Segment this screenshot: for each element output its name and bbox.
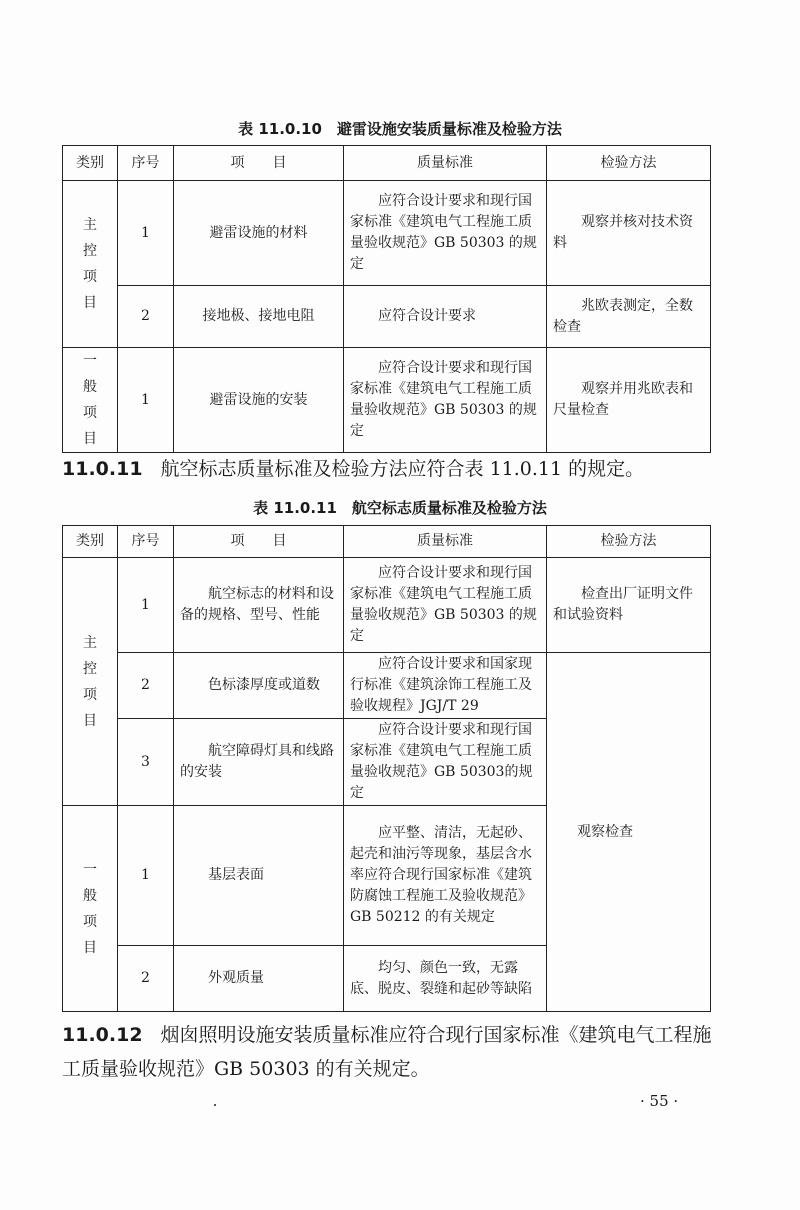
row-no: 2 — [118, 653, 174, 719]
table-row — [63, 558, 711, 653]
table-row — [63, 181, 711, 286]
clause-text: 航空标志质量标准及检验方法应符合表 11.0.11 的规定。 — [160, 458, 645, 480]
row-item: 接地极、接地电阻 — [174, 286, 344, 348]
header-no: 序号 — [118, 526, 174, 558]
group-label: 一般项目 — [83, 861, 97, 956]
header-method: 检验方法 — [547, 146, 711, 181]
header-category: 类别 — [63, 526, 118, 558]
row-method: 观察并核对技术资料 — [547, 181, 711, 286]
group-label: 主控项目 — [83, 634, 97, 729]
header-standard: 质量标准 — [344, 526, 547, 558]
header-category: 类别 — [63, 146, 118, 181]
row-item: 避雷设施的材料 — [174, 181, 344, 286]
page-number: · 55 · — [640, 1092, 679, 1110]
row-item: 基层表面 — [174, 806, 344, 946]
merged-method: 观察检查 — [547, 653, 711, 1012]
speck — [214, 1104, 216, 1106]
table2 — [62, 525, 711, 1012]
row-no: 3 — [118, 719, 174, 806]
table1-caption: 表 11.0.10 避雷设施安装质量标准及检验方法 — [238, 120, 562, 138]
table-row — [63, 286, 711, 348]
row-method: 检查出厂证明文件和试验资料 — [547, 558, 711, 653]
row-item: 色标漆厚度或道数 — [174, 653, 344, 719]
table-row — [63, 348, 711, 453]
row-standard: 均匀、颜色一致，无露底、脱皮、裂缝和起砂等缺陷 — [344, 946, 547, 1012]
row-item: 航空标志的材料和设备的规格、型号、性能 — [174, 558, 344, 653]
header-item: 项 目 — [174, 146, 344, 181]
header-item: 项 目 — [174, 526, 344, 558]
row-no: 1 — [118, 181, 174, 286]
row-item: 避雷设施的安装 — [174, 348, 344, 453]
row-standard: 应符合设计要求和现行国家标准《建筑电气工程施工质量验收规范》GB 50303 的规定 — [344, 181, 547, 286]
table1 — [62, 145, 711, 453]
row-standard: 应符合设计要求 — [344, 286, 547, 348]
row-item: 外观质量 — [174, 946, 344, 1012]
row-method: 兆欧表测定，全数检查 — [547, 286, 711, 348]
header-method: 检验方法 — [547, 526, 711, 558]
row-no: 2 — [118, 286, 174, 348]
clause-11-0-11 — [62, 452, 722, 486]
clause-11-0-12 — [62, 1018, 722, 1086]
table-row — [63, 653, 711, 719]
row-standard: 应符合设计要求和现行国家标准《建筑电气工程施工质量验收规范》GB 50303 的规定 — [344, 348, 547, 453]
row-no: 1 — [118, 558, 174, 653]
header-standard: 质量标准 — [344, 146, 547, 181]
row-standard: 应符合设计要求和国家现行标准《建筑涂饰工程施工及验收规程》JGJ/T 29 — [344, 653, 547, 719]
row-no: 1 — [118, 348, 174, 453]
row-no: 1 — [118, 806, 174, 946]
row-item: 航空障碍灯具和线路的安装 — [174, 719, 344, 806]
clause-text: 烟囱照明设施安装质量标准应符合现行国家标准《建筑电气工程施工质量验收规范》GB 50303 的有关规定。 — [62, 1024, 712, 1080]
row-standard: 应平整、清洁，无起砂、起壳和油污等现象，基层含水率应符合现行国家标准《建筑防腐蚀工程施工及验收规范》GB 50212 的有关规定 — [344, 806, 547, 946]
clause-number: 11.0.12 — [62, 1024, 143, 1046]
header-no: 序号 — [118, 146, 174, 181]
row-no: 2 — [118, 946, 174, 1012]
row-standard: 应符合设计要求和现行国家标准《建筑电气工程施工质量验收规范》GB 50303 的规定 — [344, 558, 547, 653]
clause-number: 11.0.11 — [62, 458, 143, 480]
row-method: 观察并用兆欧表和尺量检查 — [547, 348, 711, 453]
group-label: 主控项目 — [83, 217, 97, 311]
table2-caption: 表 11.0.11 航空标志质量标准及检验方法 — [253, 499, 547, 517]
row-standard: 应符合设计要求和现行国家标准《建筑电气工程施工质量验收规范》GB 50303的规定 — [344, 719, 547, 806]
group-label: 一般项目 — [83, 353, 97, 447]
